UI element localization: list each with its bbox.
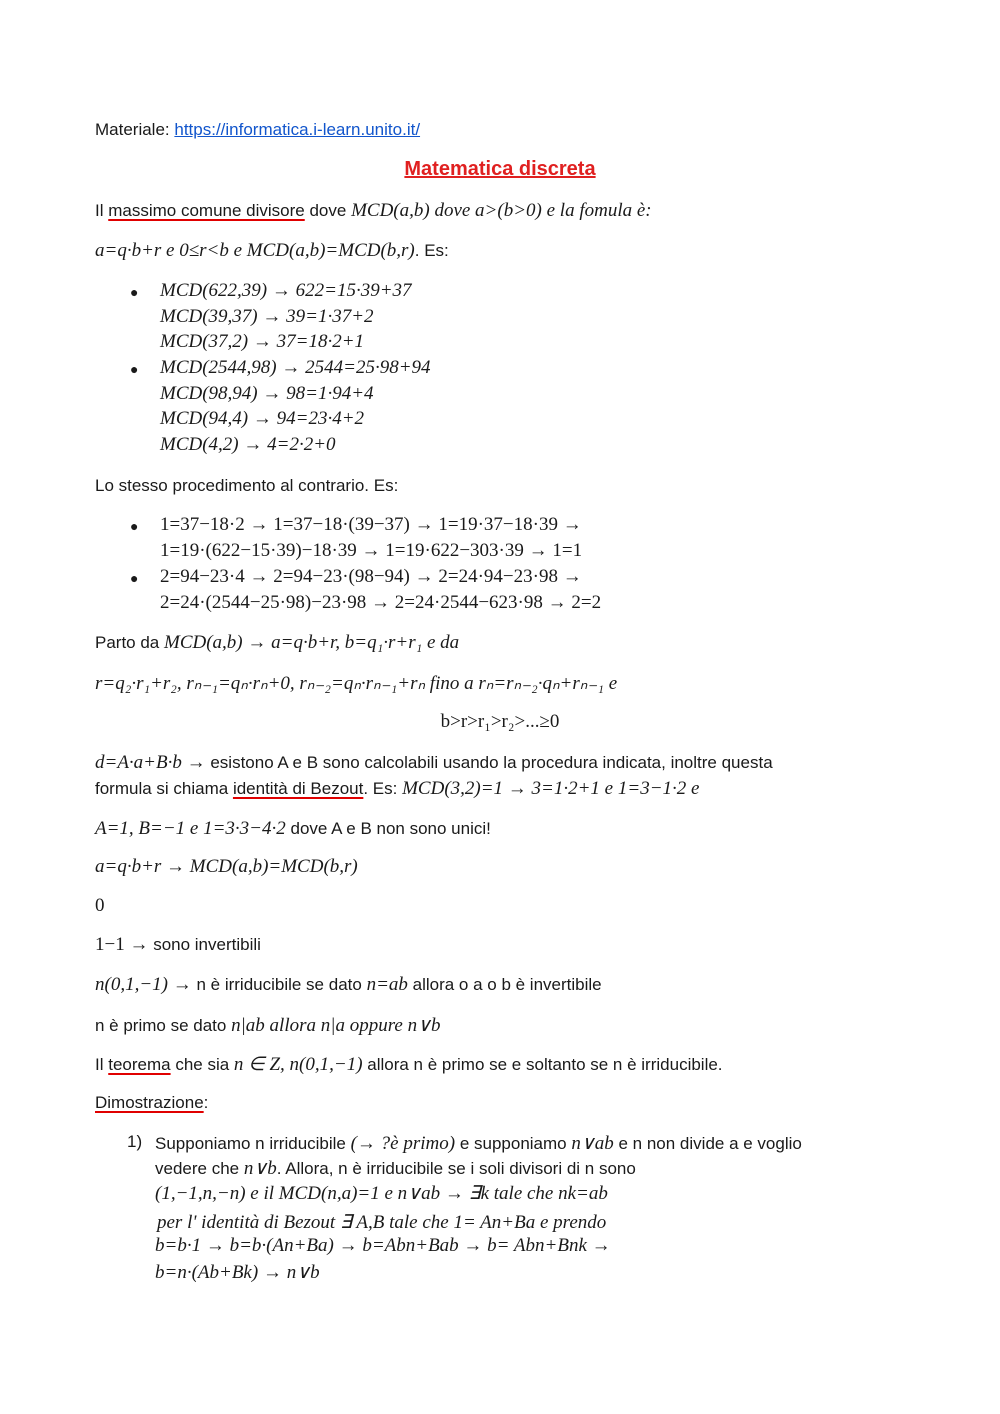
reverse-example-line: 1=19·(622−15·39)−18·39 → 1=19·622−303·39 → 1=1	[160, 540, 583, 561]
reverse-example-line: 1=37−18·2 → 1=37−18·(39−37) → 1=19·37−18·39 →	[160, 514, 582, 535]
proof-colon: :	[203, 1093, 209, 1112]
invertible-math: 1−1 →	[95, 934, 149, 955]
intro-line	[95, 200, 652, 222]
theorem-text: allora n è primo se e soltanto se n è irriducibile.	[362, 1055, 723, 1074]
proof-text: Supponiamo n irriducibile	[155, 1134, 351, 1153]
bezout-text-3: dove A e B non sono unici!	[285, 819, 491, 838]
bezout-line-1	[95, 752, 773, 774]
irreducible-text: n è irriducibile se dato	[191, 975, 367, 994]
page-title: Matematica discreta	[404, 158, 596, 180]
material-label: Materiale:	[95, 120, 175, 139]
bezout-line-2	[95, 778, 699, 800]
proof-math: n∨ab	[571, 1133, 614, 1154]
mcd-formula: MCD(a,b) dove a>(b>0) e la fomula è:	[351, 200, 652, 221]
parto-formula-2: r=q₂·r₁+r₂, rₙ₋₁=qₙ·rₙ+0, rₙ₋₂=qₙ·rₙ₋₁+rₙ fino a rₙ=rₙ₋₂·qₙ+rₙ₋₁ e	[95, 673, 618, 694]
proof-text: vedere che	[155, 1159, 244, 1178]
intro-mid: dove	[304, 201, 352, 220]
parto-inequality: b>r>r₁>r₂>...≥0	[440, 711, 560, 732]
bullet-icon: ●	[130, 518, 139, 534]
prime-math: n|ab allora n|a oppure n∨b	[231, 1015, 441, 1036]
intro-es: . Es:	[414, 241, 449, 260]
example-line: MCD(622,39) → 622=15·39+37	[160, 280, 412, 301]
material-link[interactable]: https://informatica.i-learn.unito.it/	[174, 120, 421, 139]
bezout-line-3	[95, 818, 491, 840]
proof-label: Dimostrazione	[95, 1093, 204, 1112]
proof-line-1	[155, 1132, 802, 1155]
parto-formula-3	[95, 711, 905, 733]
proof-line-2	[155, 1157, 636, 1180]
bezout-formula-3: A=1, B=−1 e 1=3·3−4·2	[95, 818, 286, 839]
proof-label-line	[95, 1093, 208, 1113]
theorem-prefix: Il	[95, 1055, 109, 1074]
irreducible-text-2: allora o a o b è invertibile	[407, 975, 602, 994]
proof-math-line: per l' identità di Bezout ∃ A,B tale che 1= An+Ba e prendo	[157, 1212, 607, 1233]
material-line	[95, 120, 420, 140]
irreducible-math: n(0,1,−1) →	[95, 974, 192, 995]
example-line: MCD(39,37) → 39=1·37+2	[160, 306, 374, 327]
theorem-line	[95, 1053, 723, 1076]
proof-math-line: (1,−1,n,−n) e il MCD(n,a)=1 e n∨ab → ∃k tale che nk=ab	[155, 1183, 608, 1204]
zero-line: 0	[95, 895, 105, 916]
bullet-icon: ●	[130, 570, 139, 586]
intro-prefix: Il	[95, 201, 109, 220]
intro-formula-line	[95, 240, 449, 262]
title-line	[95, 158, 905, 181]
proof-text: . Allora, n è irriducibile se i soli divisori di n sono	[276, 1159, 636, 1178]
parto-line	[95, 632, 459, 654]
reverse-label: Lo stesso procedimento al contrario. Es:	[95, 476, 399, 495]
example-line: MCD(94,4) → 94=23·4+2	[160, 408, 365, 429]
example-line: MCD(98,94) → 98=1·94+4	[160, 383, 374, 404]
reverse-example-line: 2=24·(2544−25·98)−23·98 → 2=24·2544−623·98 → 2=2	[160, 592, 602, 613]
bezout-formula: d=A·a+B·b →	[95, 752, 206, 773]
parto-formula: MCD(a,b) → a=q·b+r, b=q₁·r+r₁ e da	[164, 632, 460, 653]
example-line: MCD(4,2) → 4=2·2+0	[160, 434, 336, 455]
bezout-term: identità di Bezout	[232, 779, 364, 798]
mcd-term: massimo comune divisore	[108, 201, 305, 220]
mcd-formula-2: a=q·b+r e 0≤r<b e MCD(a,b)=MCD(b,r)	[95, 240, 415, 261]
bezout-text-2-suffix: . Es:	[363, 779, 403, 798]
parto-prefix: Parto da	[95, 633, 164, 652]
bezout-formula-2: MCD(3,2)=1 → 3=1·2+1 e 1=3−1·2 e	[402, 778, 700, 799]
proof-math: n∨b	[243, 1158, 277, 1179]
proof-math: (→ ?è primo)	[350, 1133, 456, 1154]
bullet-icon: ●	[130, 361, 139, 377]
reverse-example-line: 2=94−23·4 → 2=94−23·(98−94) → 2=24·94−23·98 →	[160, 566, 582, 587]
prime-line	[95, 1014, 441, 1037]
proof-math-line: b=n·(Ab+Bk) → n∨b	[155, 1262, 320, 1283]
bezout-text-2: formula si chiama	[95, 779, 233, 798]
irreducible-line	[95, 974, 602, 996]
proof-text: e n non divide a e voglio	[613, 1134, 802, 1153]
division-formula: a=q·b+r → MCD(a,b)=MCD(b,r)	[95, 856, 358, 877]
proof-number: 1)	[127, 1132, 143, 1151]
example-line: MCD(37,2) → 37=18·2+1	[160, 331, 365, 352]
bezout-text-1: esistono A e B sono calcolabili usando la procedura indicata, inoltre questa	[205, 753, 773, 772]
proof-text: e supponiamo	[455, 1134, 572, 1153]
invertible-line	[95, 934, 261, 956]
prime-text: n è primo se dato	[95, 1016, 232, 1035]
example-line: MCD(2544,98) → 2544=25·98+94	[160, 357, 431, 378]
irreducible-math-2: n=ab	[366, 974, 408, 995]
theorem-mid: che sia	[170, 1055, 234, 1074]
theorem-term: teorema	[108, 1055, 171, 1074]
bullet-icon: ●	[130, 284, 139, 300]
theorem-math: n ∈ Z, n(0,1,−1)	[233, 1054, 363, 1075]
invertible-text: sono invertibili	[148, 935, 261, 954]
proof-math-line: b=b·1 → b=b·(An+Ba) → b=Abn+Bab → b= Abn+Bnk →	[155, 1235, 611, 1256]
